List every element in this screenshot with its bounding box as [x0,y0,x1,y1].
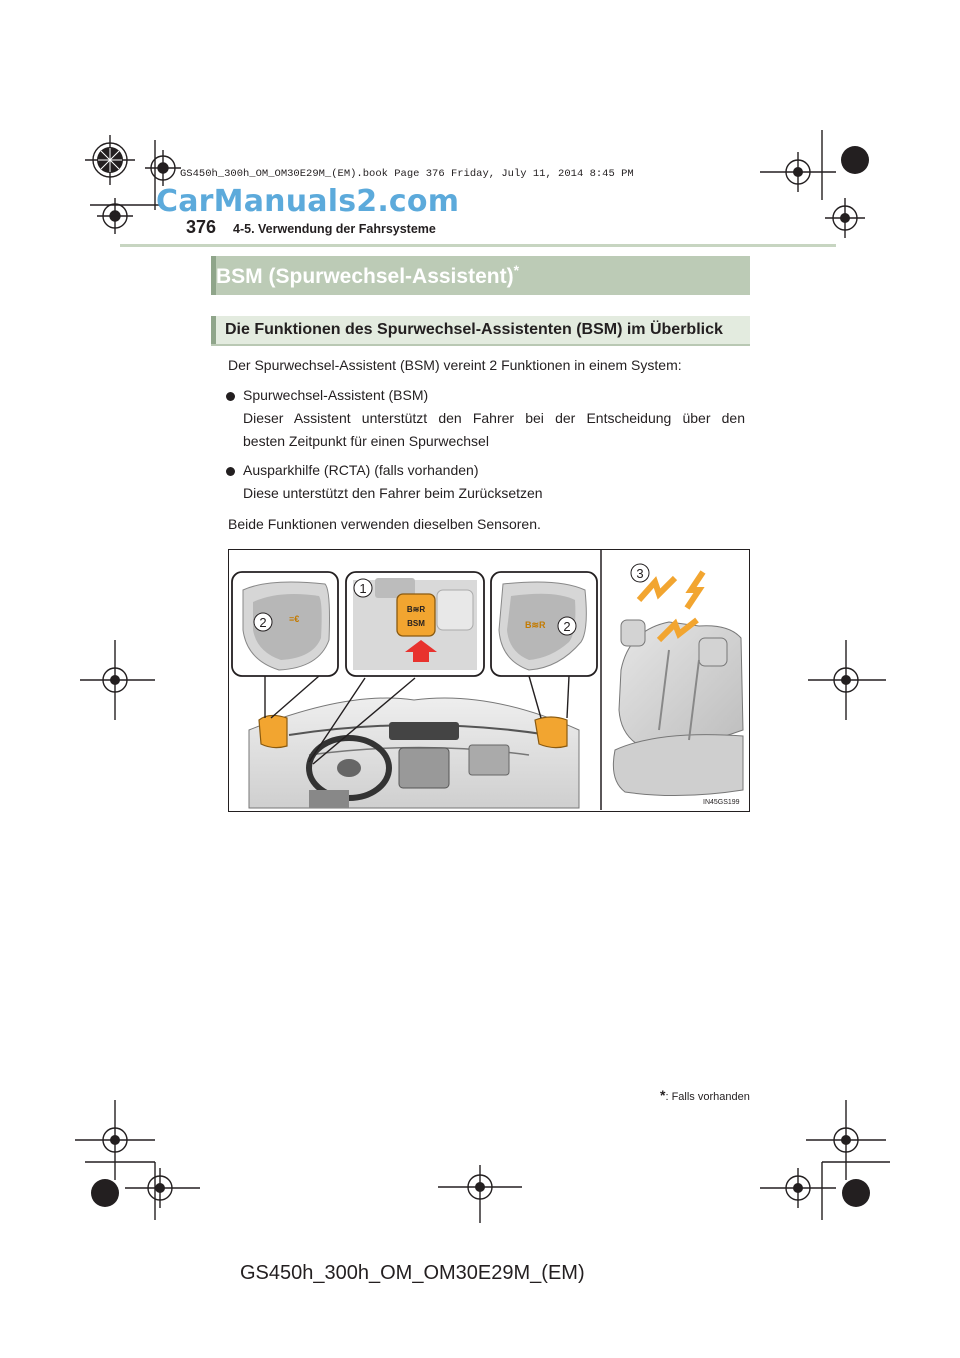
svg-text:B≋R: B≋R [406,605,426,614]
subtitle-underline [211,344,750,346]
callout-3 [631,564,649,582]
left-mirror-icon [259,715,287,747]
svg-text:B≋R: B≋R [525,620,546,630]
bsm-switch-label: BSM [407,619,425,628]
bullet-2-label: Ausparkhilfe (RCTA) (falls vorhanden) [243,462,479,478]
footnote [660,1087,750,1103]
closing-paragraph: Beide Funktionen verwenden dieselben Sensoren. [228,516,541,532]
svg-text:≡€: ≡€ [289,614,300,624]
callout-2-left [254,613,272,631]
callout-1 [354,579,372,597]
page-number: 376 [186,217,217,237]
svg-text:3: 3 [636,566,644,581]
page-title [216,262,519,289]
subtitle-text: Die Funktionen des Spurwechsel-Assistenten (BSM) im Überblick [225,321,723,338]
title-asterisk: * [513,262,520,278]
registration-mark-bottom-left [70,1100,240,1230]
bullet-icon [226,467,235,476]
bullet-1-label: Spurwechsel-Assistent (BSM) [243,387,429,403]
title-bar [211,256,750,295]
watermark-text: CarManuals2.com [156,184,460,219]
registration-mark-mid-right [808,640,888,720]
footer-document-code: GS450h_300h_OM_OM30E29M_(EM) [240,1262,585,1284]
svg-text:2: 2 [259,615,267,630]
bullet-2-desc-line1: Diese unterstützt den Fahrer beim Zurücksetzen [243,485,543,501]
header-rule [120,244,836,247]
svg-text:1: 1 [359,581,367,596]
bullet-icon [226,392,235,401]
page-title-text: BSM (Spurwechsel-Assistent) [216,265,514,288]
registration-mark-top-right [760,130,900,260]
subtitle-bar-accent [211,316,216,344]
registration-mark-bottom-right [760,1100,900,1230]
figure-code: IN45GS199 [703,799,740,806]
intro-paragraph: Der Spurwechsel-Assistent (BSM) vereint 2 Funktionen in einem System: [228,357,682,373]
registration-mark-bottom-center [438,1165,522,1225]
bsm-switch-icon [397,594,435,636]
right-mirror-icon [535,717,567,748]
bullet-1-desc-line1: Dieser Assistent unterstützt den Fahrer bei der Entscheidung über den [243,410,745,426]
registration-mark-mid-left [80,640,160,720]
bsm-figure [228,549,750,812]
callout-2-right [558,617,576,635]
footnote-asterisk: * [660,1087,666,1103]
print-info-line: GS450h_300h_OM_OM30E29M_(EM).book Page 376 Friday, July 11, 2014 8:45 PM [180,168,634,180]
bullet-1-desc-line2: besten Zeitpunkt für einen Spurwechsel [243,433,489,449]
subtitle-bar [211,316,750,344]
svg-text:2: 2 [563,619,571,634]
bsm-illustration [229,550,748,810]
footnote-text: : Falls vorhanden [665,1091,750,1103]
section-label: 4-5. Verwendung der Fahrsysteme [233,222,436,236]
